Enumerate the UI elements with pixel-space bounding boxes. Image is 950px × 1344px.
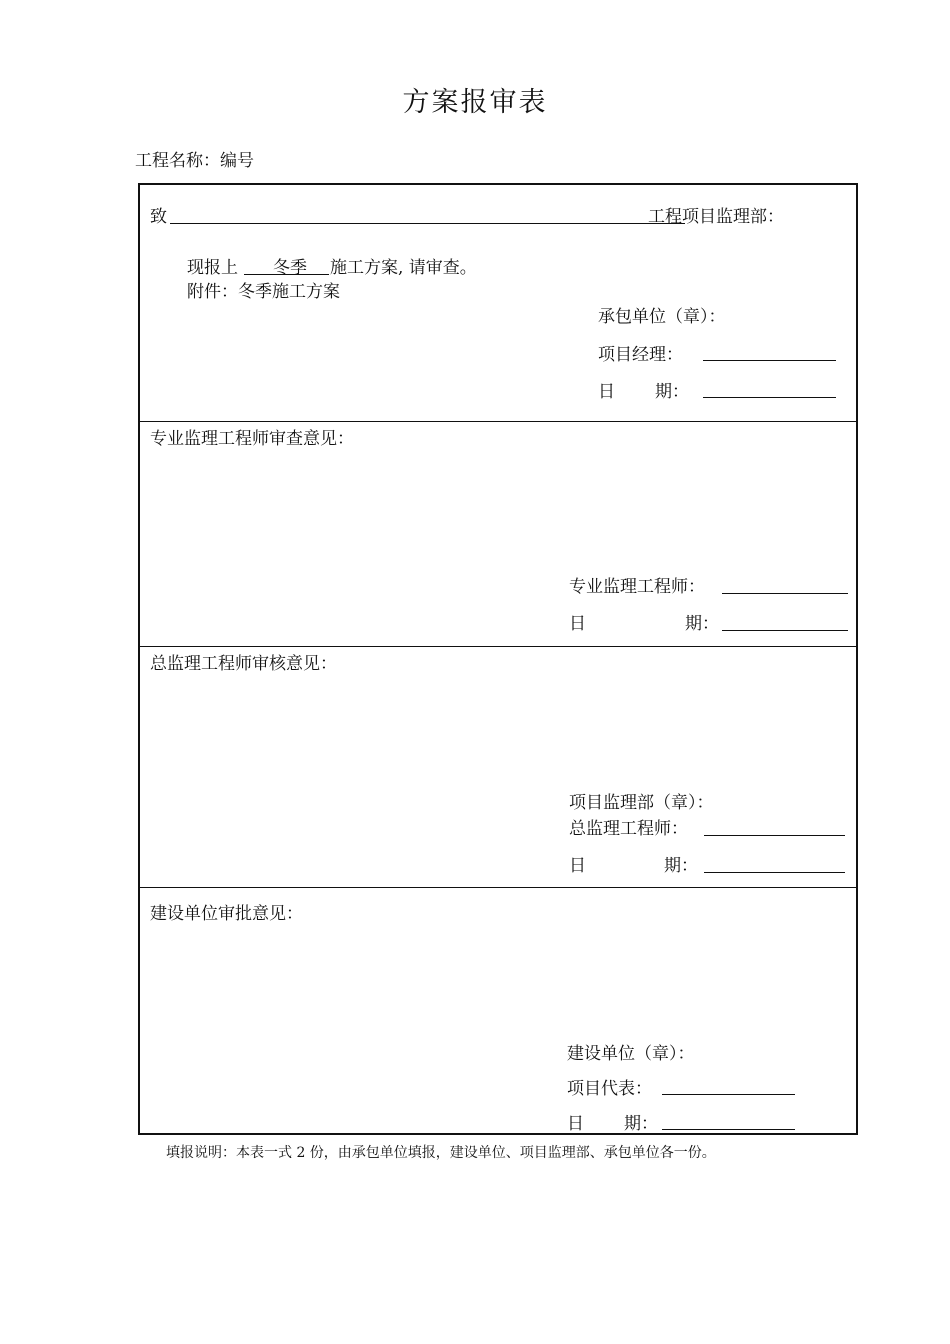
report-prefix: 现报上 — [187, 258, 238, 278]
owner-date-blank[interactable] — [662, 1129, 795, 1130]
owner-seal-label: 建设单位（章）： — [567, 1044, 695, 1064]
chief-seal-label: 项目监理部（章）： — [569, 793, 714, 813]
supervision-dept-blank[interactable] — [170, 223, 685, 224]
chief-heading: 总监理工程师审核意见： — [150, 654, 337, 674]
chief-date-label-a: 日 — [569, 856, 586, 876]
chief-signature-blank[interactable] — [704, 835, 845, 836]
owner-date-label-a: 日 — [567, 1114, 584, 1134]
manager-label: 项目经理： — [598, 345, 683, 365]
specialist-signer-label: 专业监理工程师： — [569, 577, 705, 597]
specialist-heading: 专业监理工程师审查意见： — [150, 429, 354, 449]
specialist-signature-blank[interactable] — [722, 593, 848, 594]
to-prefix: 致 — [150, 207, 167, 227]
owner-heading: 建设单位审批意见： — [150, 904, 303, 924]
page-title: 方案报审表 — [402, 87, 548, 118]
contractor-date-label-a: 日 — [598, 382, 615, 402]
chief-date-blank[interactable] — [704, 872, 845, 873]
contractor-date-blank[interactable] — [703, 397, 836, 398]
section-divider — [140, 887, 856, 888]
manager-signature-blank[interactable] — [703, 360, 836, 361]
form-table — [138, 183, 858, 1135]
contractor-date-label-b: 期： — [655, 382, 689, 402]
report-suffix: 施工方案, 请审查。 — [330, 258, 477, 278]
specialist-date-blank[interactable] — [722, 630, 848, 631]
report-item-underline — [244, 274, 329, 275]
attachment-line: 附件：冬季施工方案 — [187, 282, 340, 302]
specialist-date-label-b: 期： — [685, 614, 719, 634]
report-item[interactable]: 冬季 — [273, 258, 307, 278]
owner-rep-blank[interactable] — [662, 1094, 795, 1095]
specialist-date-label-a: 日 — [569, 614, 586, 634]
owner-date-label-b: 期： — [624, 1114, 658, 1134]
section-divider — [140, 421, 856, 422]
chief-signer-label: 总监理工程师： — [569, 819, 688, 839]
section-divider — [140, 646, 856, 647]
fill-instructions: 填报说明：本表一式 2 份，由承包单位填报，建设单位、项目监理部、承包单位各一份。 — [166, 1145, 716, 1161]
chief-date-label-b: 期： — [664, 856, 698, 876]
owner-rep-label: 项目代表： — [567, 1079, 652, 1099]
project-name-line: 工程名称：编号 — [135, 151, 254, 171]
to-suffix: 工程项目监理部： — [648, 207, 784, 227]
contractor-seal-label: 承包单位（章）： — [598, 307, 726, 327]
